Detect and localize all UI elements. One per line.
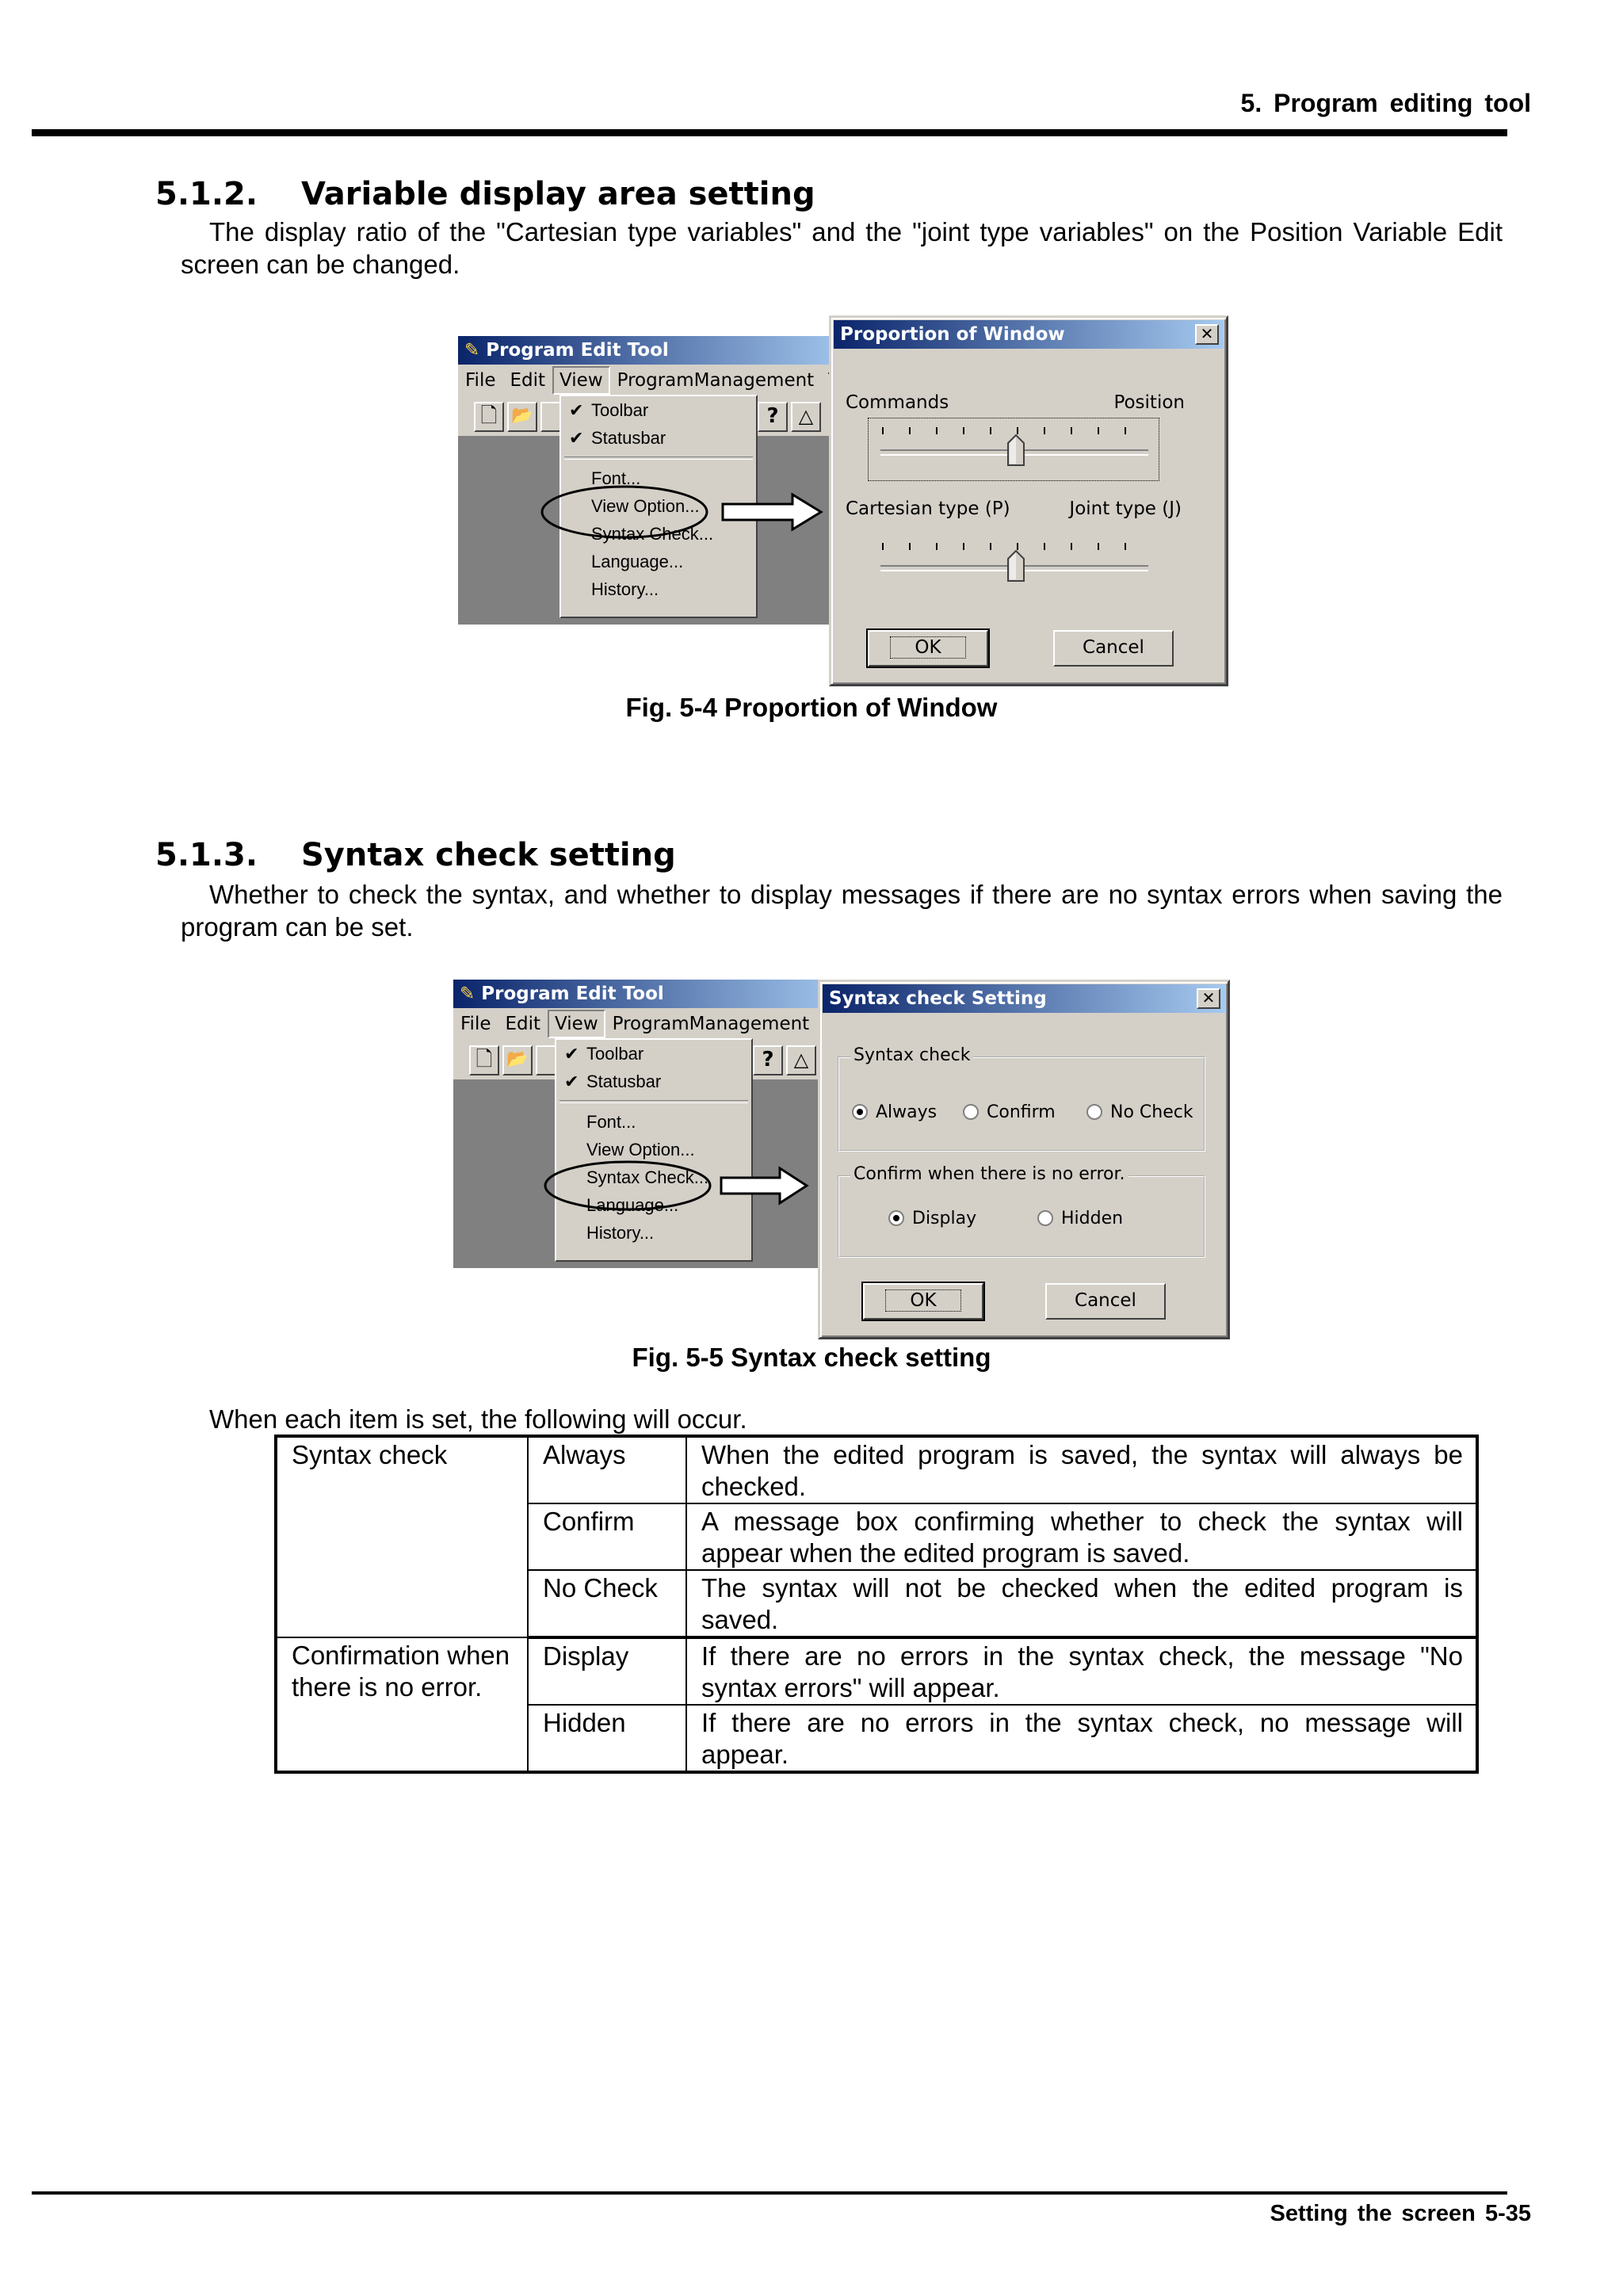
menu-item-statusbar[interactable] (556, 1068, 751, 1095)
syntax-check-setting-dialog (818, 980, 1230, 1339)
menu-item-toolbar[interactable] (561, 396, 756, 424)
section-number: 5.1.2. (155, 176, 258, 212)
description-cell: The syntax will not be checked when the edited program is saved. (686, 1570, 1477, 1637)
close-icon[interactable]: ✕ (1195, 324, 1219, 345)
dialog-title: Syntax check Setting (829, 988, 1047, 1009)
help-icon[interactable]: ? (753, 1045, 783, 1075)
tick (1044, 427, 1045, 434)
callout-annotation (539, 476, 824, 547)
slider1-left-label: Commands (846, 392, 949, 413)
highlight-ellipse (545, 1162, 710, 1209)
menu-item-view-option[interactable]: View Option... (586, 1140, 695, 1159)
menu-separator (564, 457, 753, 460)
tick (990, 427, 991, 434)
menu-item-language[interactable]: Language... (591, 552, 684, 571)
group-label-cell: Syntax check (276, 1436, 528, 1637)
option-cell: Hidden (528, 1705, 686, 1772)
window-titlebar (458, 336, 856, 365)
slider1-right-label: Position (1113, 392, 1185, 413)
highlight-ellipse (542, 487, 707, 537)
check-icon: ✔ (564, 1044, 579, 1064)
menu-view[interactable]: View (552, 366, 610, 395)
radio-confirm[interactable] (963, 1102, 1056, 1122)
description-cell: When the edited program is saved, the syntax will always be checked. (686, 1436, 1477, 1503)
menu-item-view-option[interactable]: View Option... (591, 496, 700, 516)
table-intro: When each item is set, the following will occur. (209, 1404, 747, 1434)
section-heading-5-1-2 (155, 176, 815, 212)
option-cell: Always (528, 1436, 686, 1503)
option-cell: Display (528, 1637, 686, 1705)
confirm-groupbox (838, 1164, 1205, 1258)
ok-label: OK (890, 636, 965, 659)
menu-program-management[interactable]: ProgramManagement (612, 1014, 810, 1034)
option-cell: Confirm (528, 1503, 686, 1570)
right-arrow-icon (723, 495, 821, 529)
tick (1044, 543, 1045, 550)
description-cell: If there are no errors in the syntax check, the message "No syntax errors" will appear. (686, 1637, 1477, 1705)
running-head: 5. Program editing tool (1240, 89, 1531, 117)
tick (882, 427, 884, 434)
menu-file[interactable]: File (460, 1014, 491, 1034)
syntax-check-groupbox (838, 1045, 1205, 1152)
radio-dot (888, 1210, 904, 1226)
cancel-button[interactable]: Cancel (1045, 1283, 1166, 1320)
header-rule (32, 129, 1507, 136)
view-dropdown-menu (555, 1038, 753, 1262)
tick (1125, 543, 1126, 550)
groupbox-label: Syntax check (850, 1045, 973, 1065)
menu-program-management[interactable]: ProgramManagement (617, 370, 815, 391)
figure-caption: Fig. 5-4 Proportion of Window (625, 693, 998, 722)
section-heading-5-1-3 (155, 837, 676, 873)
app-icon: ✎ (460, 984, 475, 1004)
footer-rule (32, 2191, 1507, 2195)
tick (990, 543, 991, 550)
menu-item-syntax-check[interactable]: Syntax Check... (586, 1167, 709, 1187)
menu-item-syntax-check[interactable]: Syntax Check... (591, 524, 714, 544)
radio-no-check[interactable] (1086, 1102, 1197, 1122)
menu-edit[interactable]: Edit (505, 1014, 541, 1034)
menu-item-font[interactable]: Font... (591, 468, 641, 488)
menu-item-toolbar[interactable] (556, 1040, 751, 1068)
dialog-titlebar (823, 984, 1225, 1013)
tick (1071, 427, 1072, 434)
groupbox-label: Confirm when there is no error. (850, 1164, 1128, 1184)
slider1-thumb[interactable] (1006, 434, 1025, 467)
tick (882, 543, 884, 550)
slider2-left-label: Cartesian type (P) (846, 499, 1010, 519)
tick (1071, 543, 1072, 550)
menu-item-language[interactable]: Language... (586, 1195, 679, 1215)
description-cell: If there are no errors in the syntax check, no message will appear. (686, 1705, 1477, 1772)
window-titlebar (453, 980, 853, 1008)
ok-label: OK (885, 1289, 960, 1312)
check-icon: ✔ (569, 400, 584, 420)
settings-table (274, 1435, 1479, 1774)
section-number: 5.1.3. (155, 837, 258, 873)
new-file-icon[interactable]: 🗋 (474, 402, 504, 432)
warning-icon[interactable]: △ (786, 1045, 816, 1075)
menu-view[interactable]: View (548, 1010, 605, 1038)
description-cell: A message box confirming whether to check the syntax will appear when the edited program is saved. (686, 1503, 1477, 1570)
radio-dot (1037, 1210, 1053, 1226)
option-cell: No Check (528, 1570, 686, 1637)
radio-label: No Check (1110, 1102, 1193, 1122)
ok-button[interactable] (863, 1283, 983, 1320)
check-icon: ✔ (564, 1072, 579, 1091)
radio-display[interactable] (888, 1209, 976, 1228)
menu-item-history[interactable]: History... (591, 579, 659, 599)
radio-always[interactable] (852, 1102, 937, 1122)
tick (963, 543, 964, 550)
menu-file[interactable]: File (465, 370, 496, 391)
dialog-titlebar (834, 320, 1224, 349)
menu-item-label: Toolbar (586, 1044, 644, 1064)
radio-dot (1086, 1104, 1102, 1120)
menu-item-font[interactable]: Font... (586, 1112, 636, 1132)
radio-hidden[interactable] (1037, 1209, 1123, 1228)
tick (963, 427, 964, 434)
table-row (276, 1436, 1477, 1503)
menubar (458, 365, 856, 396)
menu-item-history[interactable]: History... (586, 1223, 655, 1243)
tick (1098, 427, 1099, 434)
window-title: Program Edit Tool (481, 984, 664, 1004)
help-icon[interactable]: ? (758, 402, 788, 432)
slider2-thumb[interactable] (1006, 549, 1025, 583)
slider2-right-label: Joint type (J) (1069, 499, 1182, 519)
tick (1125, 427, 1126, 434)
menubar (453, 1008, 853, 1040)
tick (936, 543, 938, 550)
radio-label: Always (876, 1102, 938, 1122)
callout-annotation (542, 1154, 812, 1217)
table-row (276, 1637, 1477, 1705)
check-icon: ✔ (569, 428, 584, 448)
menu-item-label: Toolbar (591, 400, 649, 420)
menu-item-label: Statusbar (586, 1072, 662, 1091)
radio-label: Confirm (987, 1102, 1056, 1122)
group-label-cell: Confirmation when there is no error. (276, 1637, 528, 1772)
cancel-button[interactable]: Cancel (1053, 630, 1174, 667)
tick (1098, 543, 1099, 550)
section-title: Syntax check setting (301, 837, 676, 873)
tick (936, 427, 938, 434)
open-folder-icon[interactable]: 📂 (502, 1045, 533, 1075)
menu-edit[interactable]: Edit (510, 370, 546, 391)
running-foot: Setting the screen 5-35 (1270, 2201, 1531, 2226)
radio-label: Hidden (1061, 1209, 1124, 1228)
section-body: The display ratio of the "Cartesian type variables" and the "joint type variables" on the Position Variable Edit screen can be changed. (181, 217, 1503, 279)
radio-label: Display (912, 1209, 977, 1228)
open-folder-icon[interactable]: 📂 (507, 402, 537, 432)
menu-item-label: Statusbar (591, 428, 666, 448)
dialog-title: Proportion of Window (840, 324, 1065, 345)
figure-caption: Fig. 5-5 Syntax check setting (632, 1343, 991, 1372)
radio-dot (852, 1104, 868, 1120)
proportion-of-window-dialog (829, 315, 1228, 686)
ok-button[interactable] (868, 630, 988, 667)
right-arrow-icon (721, 1168, 807, 1203)
close-icon[interactable]: ✕ (1197, 988, 1220, 1009)
warning-icon[interactable]: △ (791, 402, 821, 432)
menu-separator (559, 1100, 748, 1103)
tick (909, 543, 911, 550)
section-body: Whether to check the syntax, and whether to display messages if there are no syntax errors when saving the program can be set. (181, 880, 1503, 942)
app-icon: ✎ (464, 340, 480, 361)
section-title: Variable display area setting (301, 176, 815, 212)
menu-item-statusbar[interactable] (561, 424, 756, 452)
radio-dot (963, 1104, 979, 1120)
window-title: Program Edit Tool (486, 340, 669, 361)
new-file-icon[interactable]: 🗋 (469, 1045, 499, 1075)
tick (909, 427, 911, 434)
